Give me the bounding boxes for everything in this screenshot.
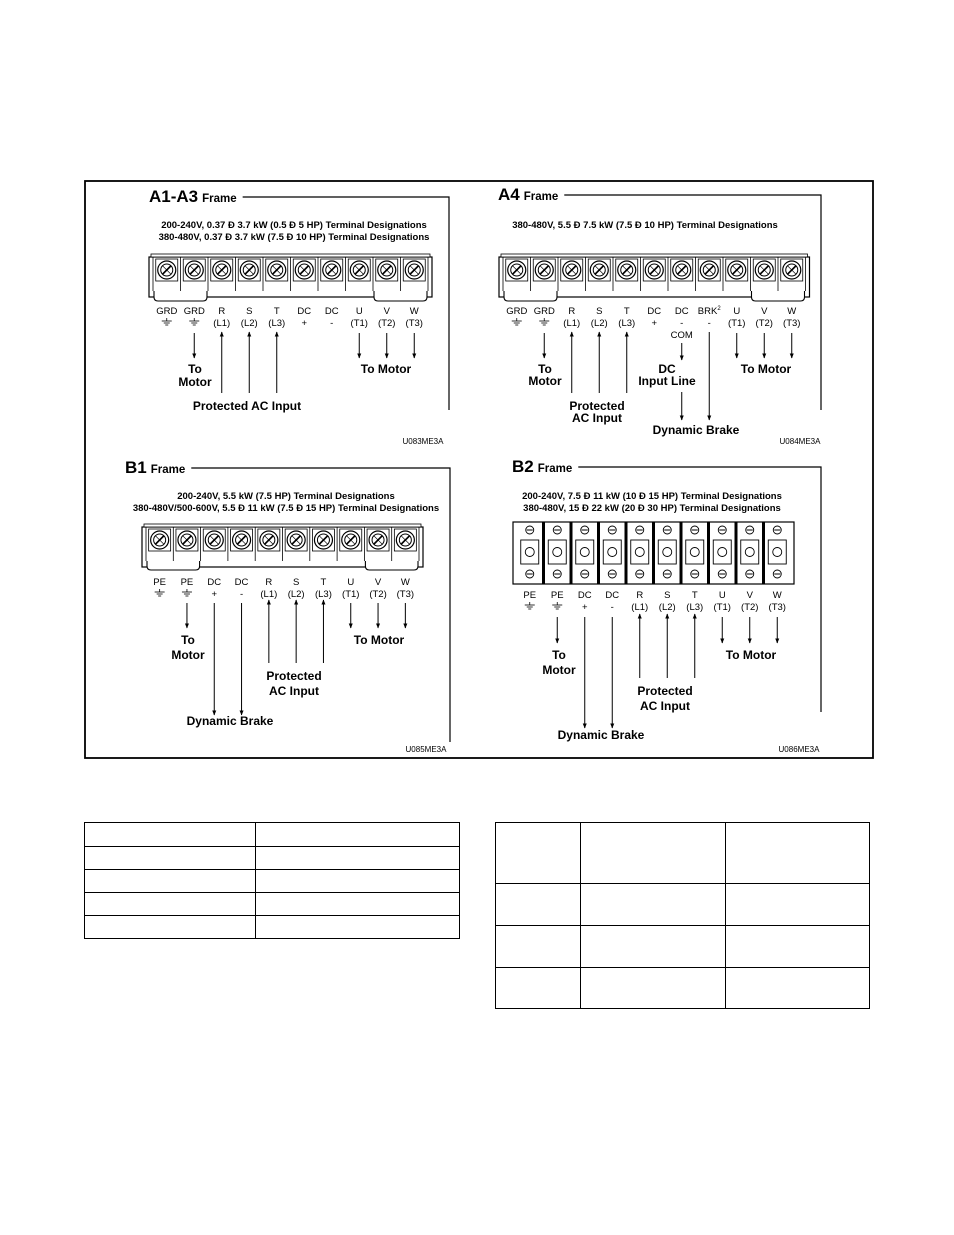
- screw-icon: [718, 526, 726, 534]
- screw-icon: [260, 531, 278, 549]
- screw-icon: [581, 526, 589, 534]
- terminal-label: W: [409, 306, 419, 317]
- screw-icon: [783, 261, 801, 279]
- screw-icon: [378, 261, 396, 279]
- terminal-sub-label: (T2): [755, 318, 773, 329]
- screw-icon: [728, 261, 746, 279]
- screw-icon: [213, 261, 231, 279]
- table-cell: [496, 968, 581, 1009]
- spec-line: 200-240V, 0.37 Ð 3.7 kW (0.5 Ð 5 HP) Terminal Designations: [161, 220, 427, 231]
- table-cell: [496, 926, 581, 968]
- screw-icon: [746, 570, 754, 578]
- figure-code: U084ME3A: [779, 437, 821, 446]
- terminal-label: S: [292, 577, 300, 588]
- spec-line: 380-480V, 5.5 Ð 7.5 kW (7.5 Ð 10 HP) Terminal Designations: [512, 220, 778, 231]
- table-cell: [726, 884, 870, 926]
- terminal-label: V: [761, 306, 768, 317]
- screw-icon: [314, 531, 332, 549]
- screw-icon: [636, 570, 644, 578]
- table-cell: [256, 916, 460, 939]
- table-cell: [85, 870, 256, 893]
- annotation-label: AC Input: [269, 684, 319, 698]
- annotation-label: To Motor: [740, 362, 792, 376]
- screw-icon: [287, 531, 305, 549]
- terminal-sub-label: (T3): [396, 589, 415, 600]
- terminal-label: T: [691, 590, 698, 601]
- terminal-sub-label: (T1): [728, 318, 746, 329]
- terminal-label: DC: [324, 306, 339, 317]
- screw-icon: [636, 526, 644, 534]
- terminal-label: GRD: [533, 306, 555, 317]
- screw-icon: [526, 526, 534, 534]
- screw-icon: [608, 526, 616, 534]
- screw-icon: [773, 526, 781, 534]
- ground-icon: [155, 589, 165, 596]
- annotation-label: Dynamic Brake: [557, 728, 645, 742]
- annotation-label: Protected AC Input: [192, 399, 302, 413]
- terminal-label: S: [596, 306, 603, 317]
- terminal-sub-label: (T2): [369, 589, 387, 600]
- table-cell: [726, 823, 870, 884]
- terminal-label: V: [374, 577, 382, 588]
- table-cell: [85, 847, 256, 870]
- terminal-label: T: [273, 306, 280, 317]
- annotation-label: Protected: [637, 684, 693, 698]
- terminal-sub-label: (T3): [768, 602, 786, 613]
- annotation-label: Input Line: [638, 374, 696, 388]
- spec-line: 200-240V, 5.5 kW (7.5 HP) Terminal Designations: [177, 491, 395, 502]
- terminal-label: U: [718, 590, 726, 601]
- annotation-label: AC Input: [572, 411, 622, 425]
- annotation-label: Protected: [569, 399, 625, 413]
- terminal-label: DC: [647, 306, 662, 317]
- terminal-sub-label: (L2): [240, 318, 258, 329]
- terminal-label: DC: [207, 577, 222, 588]
- table-cell: [85, 823, 256, 847]
- table-cell: [496, 823, 581, 884]
- figure-code: U083ME3A: [402, 437, 444, 446]
- terminal-sub-label: (L1): [260, 589, 278, 600]
- figure-code: U085ME3A: [405, 745, 447, 754]
- screw-icon: [773, 570, 781, 578]
- table-cell: [256, 847, 460, 870]
- screw-icon: [691, 570, 699, 578]
- terminal-sub-label: +: [581, 602, 588, 613]
- terminal-sub-label: +: [211, 589, 218, 600]
- screw-icon: [240, 261, 258, 279]
- screw-icon: [205, 531, 223, 549]
- terminal-sub-label: -: [610, 602, 614, 613]
- terminal-sub-label: COM: [670, 330, 693, 341]
- terminal-sub-label: (L3): [268, 318, 286, 329]
- terminal-label: R: [636, 590, 644, 601]
- frame-title: B2 Frame: [512, 457, 573, 476]
- screw-icon: [158, 261, 176, 279]
- terminal-label: GRD: [506, 306, 528, 317]
- terminal-sub-label: -: [330, 318, 334, 329]
- terminal-label: W: [772, 590, 782, 601]
- screw-icon: [508, 261, 526, 279]
- screw-icon: [553, 526, 561, 534]
- terminal-label: V: [746, 590, 753, 601]
- annotation-label: To: [552, 648, 566, 662]
- blank-table-right: [495, 822, 870, 1009]
- screw-icon: [369, 531, 387, 549]
- terminal-label: U: [347, 577, 355, 588]
- terminal-sub-label: (T3): [405, 318, 423, 329]
- table-cell: [256, 823, 460, 847]
- annotation-label: To Motor: [360, 362, 412, 376]
- terminal-sub-label: +: [301, 318, 308, 329]
- terminal-sub-label: -: [680, 318, 684, 329]
- screw-icon: [608, 570, 616, 578]
- ground-icon: [552, 602, 562, 609]
- screw-icon: [178, 531, 196, 549]
- frame-title: A4 Frame: [498, 185, 559, 204]
- terminal-label: PE: [523, 590, 537, 601]
- screw-icon: [718, 570, 726, 578]
- terminal-sub-label: (L3): [618, 318, 636, 329]
- terminal-label: DC: [297, 306, 312, 317]
- screw-icon: [323, 261, 341, 279]
- terminal-label: GRD: [183, 306, 205, 317]
- terminal-label: DC: [674, 306, 689, 317]
- terminal-label: PE: [550, 590, 564, 601]
- terminal-label: R: [265, 577, 273, 588]
- terminal-sub-label: (L1): [213, 318, 231, 329]
- table-cell: [256, 870, 460, 893]
- terminal-sub-label: (T1): [713, 602, 731, 613]
- terminal-label: T: [320, 577, 327, 588]
- terminal-label: W: [787, 306, 797, 317]
- annotation-label: Motor: [528, 374, 562, 388]
- terminal-label: T: [623, 306, 630, 317]
- terminal-label: BRK$^2$: [697, 306, 721, 317]
- screw-icon: [233, 531, 251, 549]
- screw-icon: [663, 526, 671, 534]
- annotation-label: Motor: [171, 648, 205, 662]
- terminal-sub-label: (L3): [314, 589, 332, 600]
- terminal-label: U: [355, 306, 363, 317]
- screw-icon: [342, 531, 360, 549]
- terminal-label: S: [246, 306, 253, 317]
- terminal-sub-label: (T1): [350, 318, 368, 329]
- ground-icon: [162, 318, 172, 325]
- ground-icon: [512, 318, 522, 325]
- ground-icon: [539, 318, 549, 325]
- screw-icon: [350, 261, 368, 279]
- spec-line: 380-480V, 15 Ð 22 kW (20 Ð 30 HP) Terminal Designations: [523, 503, 781, 514]
- table-cell: [85, 916, 256, 939]
- terminal-sub-label: (T2): [741, 602, 759, 613]
- figure-code: U086ME3A: [778, 745, 820, 754]
- table-cell: [581, 968, 726, 1009]
- terminal-sub-label: (L2): [287, 589, 305, 600]
- spec-line: 200-240V, 7.5 Ð 11 kW (10 Ð 15 HP) Terminal Designations: [522, 491, 782, 502]
- terminal-label: PE: [180, 577, 194, 588]
- spec-line: 380-480V, 0.37 Ð 3.7 kW (7.5 Ð 10 HP) Terminal Designations: [158, 232, 430, 243]
- terminal-sub-label: +: [651, 318, 658, 329]
- terminal-sub-label: (T3): [783, 318, 801, 329]
- blank-table-left: [84, 822, 460, 939]
- terminal-sub-label: (L3): [686, 602, 704, 613]
- terminal-label: R: [218, 306, 226, 317]
- terminal-label: V: [383, 306, 390, 317]
- ground-icon: [189, 318, 199, 325]
- annotation-label: To Motor: [353, 633, 405, 647]
- terminal-label: W: [400, 577, 410, 588]
- terminal-sub-label: (L2): [658, 602, 676, 613]
- terminal-label: S: [664, 590, 671, 601]
- annotation-label: Protected: [266, 669, 322, 683]
- table-cell: [726, 926, 870, 968]
- ground-icon: [525, 602, 535, 609]
- terminal-block: [499, 254, 810, 301]
- screw-icon: [526, 570, 534, 578]
- annotation-label: Motor: [542, 663, 576, 677]
- annotation-label: Motor: [178, 375, 212, 389]
- terminal-sub-label: (L1): [563, 318, 581, 329]
- screw-icon: [553, 570, 561, 578]
- terminal-sub-label: (T1): [342, 589, 360, 600]
- terminal-sub-label: (T2): [378, 318, 396, 329]
- screw-icon: [746, 526, 754, 534]
- annotation-label: Dynamic Brake: [186, 714, 274, 728]
- annotation-label: To: [188, 362, 202, 376]
- ground-icon: [182, 589, 192, 596]
- table-cell: [85, 893, 256, 916]
- terminal-sub-label: -: [707, 318, 711, 329]
- terminal-label: DC: [605, 590, 620, 601]
- screw-icon: [618, 261, 636, 279]
- screw-icon: [295, 261, 313, 279]
- terminal-sub-label: (L2): [590, 318, 608, 329]
- screw-icon: [700, 261, 718, 279]
- terminal-block: [142, 524, 423, 570]
- screw-icon: [581, 570, 589, 578]
- annotation-label: DC: [658, 362, 676, 376]
- table-cell: [581, 884, 726, 926]
- annotation-label: Dynamic Brake: [652, 423, 740, 437]
- screw-icon: [563, 261, 581, 279]
- annotation-label: To: [538, 362, 552, 376]
- frame-title: B1 Frame: [125, 458, 186, 477]
- table-cell: [581, 823, 726, 884]
- annotation-label: To: [181, 633, 195, 647]
- screw-icon: [663, 570, 671, 578]
- terminal-sub-label: -: [239, 589, 244, 600]
- table-cell: [496, 884, 581, 926]
- terminal-label: GRD: [156, 306, 178, 317]
- terminal-label: U: [733, 306, 741, 317]
- terminal-block: [513, 522, 794, 584]
- screw-icon: [673, 261, 691, 279]
- terminal-label: R: [568, 306, 576, 317]
- screw-icon: [185, 261, 203, 279]
- screw-icon: [405, 261, 423, 279]
- table-cell: [726, 968, 870, 1009]
- screw-icon: [268, 261, 286, 279]
- spec-line: 380-480V/500-600V, 5.5 Ð 11 kW (7.5 Ð 15 HP) Terminal Designations: [132, 503, 440, 514]
- screw-icon: [755, 261, 773, 279]
- table-cell: [256, 893, 460, 916]
- screw-icon: [151, 531, 169, 549]
- screw-icon: [691, 526, 699, 534]
- terminal-label: DC: [234, 577, 249, 588]
- frame-title: A1-A3 Frame: [149, 187, 237, 206]
- screw-icon: [645, 261, 663, 279]
- screw-icon: [535, 261, 553, 279]
- screw-icon: [590, 261, 608, 279]
- table-cell: [581, 926, 726, 968]
- annotation-label: To Motor: [725, 648, 777, 662]
- terminal-label: PE: [153, 577, 166, 588]
- screw-icon: [396, 531, 414, 549]
- terminal-label: DC: [577, 590, 592, 601]
- terminal-block: [149, 254, 432, 301]
- annotation-label: AC Input: [640, 699, 690, 713]
- terminal-sub-label: (L1): [631, 602, 649, 613]
